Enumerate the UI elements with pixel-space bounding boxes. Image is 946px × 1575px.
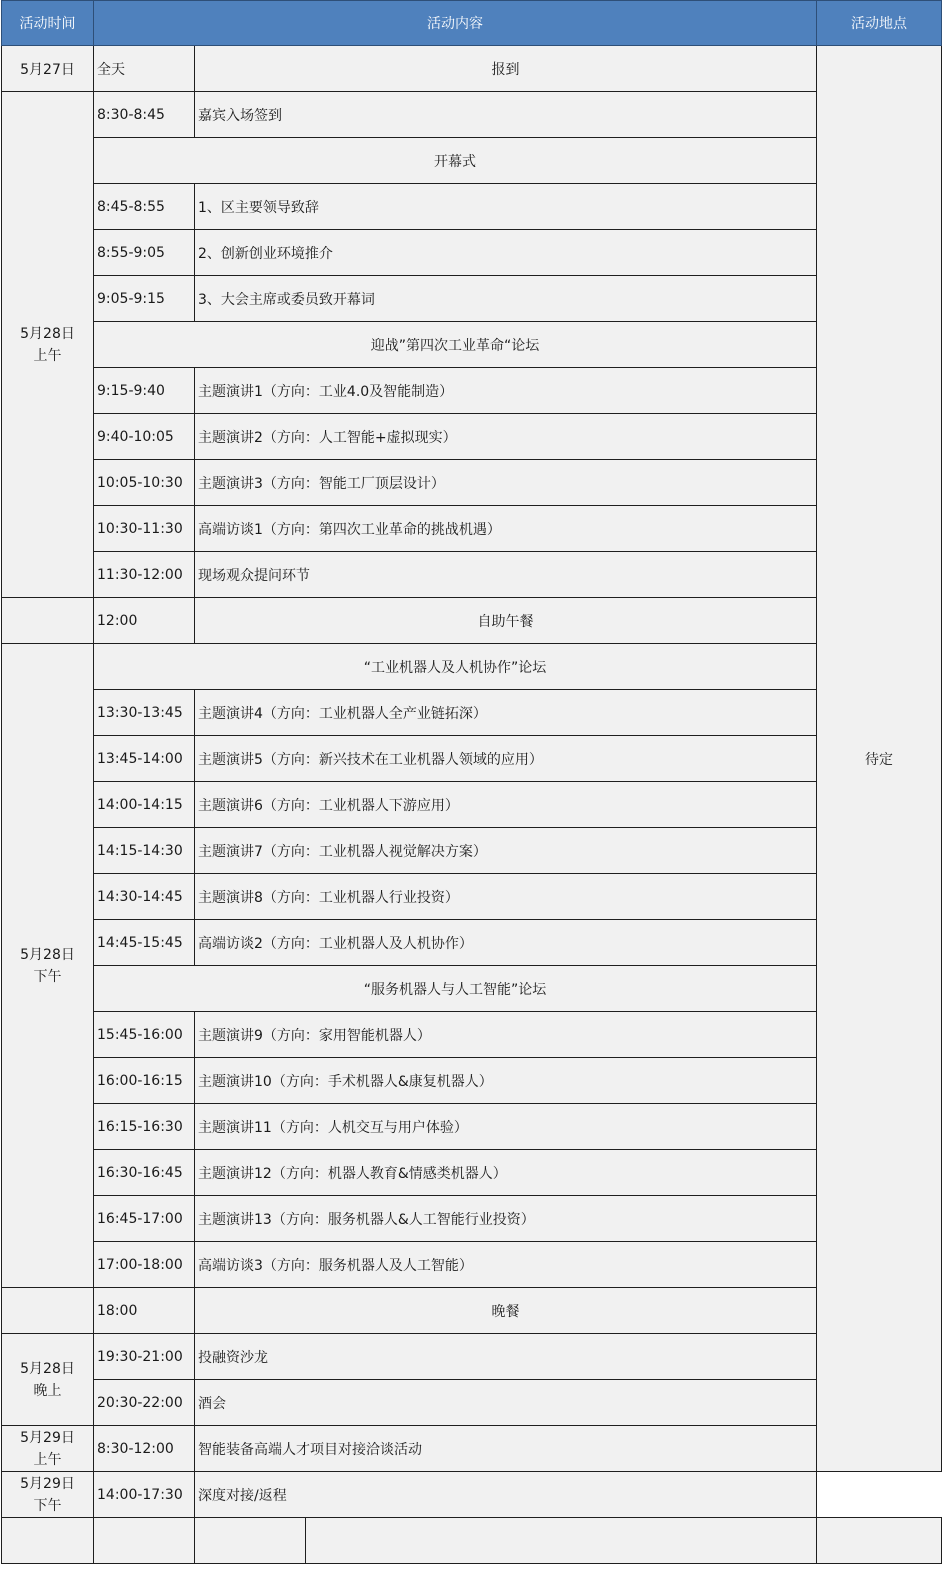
table-row bbox=[2, 1012, 942, 1058]
empty-cell bbox=[306, 1518, 817, 1564]
table-row bbox=[2, 1426, 942, 1472]
date-cell: 5月27日 bbox=[2, 46, 94, 92]
time-cell: 14:15-14:30 bbox=[94, 828, 195, 874]
period-label: 晚上 bbox=[33, 1382, 62, 1399]
section-title: “服务机器人与人工智能”论坛 bbox=[94, 966, 817, 1012]
content-cell: 智能装备高端人才项目对接洽谈活动 bbox=[195, 1426, 817, 1472]
schedule-table bbox=[1, 0, 942, 1564]
content-cell: 主题演讲1（方向：工业4.0及智能制造） bbox=[195, 368, 817, 414]
time-cell: 9:40-10:05 bbox=[94, 414, 195, 460]
content-cell: 主题演讲8（方向：工业机器人行业投资） bbox=[195, 874, 817, 920]
time-cell: 8:55-9:05 bbox=[94, 230, 195, 276]
time-cell: 全天 bbox=[94, 46, 195, 92]
time-cell: 20:30-22:00 bbox=[94, 1380, 195, 1426]
time-cell: 14:00-17:30 bbox=[94, 1472, 195, 1518]
table-row bbox=[2, 690, 942, 736]
content-cell: 主题演讲9（方向：家用智能机器人） bbox=[195, 1012, 817, 1058]
table-row bbox=[2, 414, 942, 460]
content-cell: 主题演讲5（方向：新兴技术在工业机器人领域的应用） bbox=[195, 736, 817, 782]
date-cell bbox=[2, 92, 94, 598]
date-label: 5月29日 bbox=[20, 1429, 75, 1446]
empty-date-cell bbox=[2, 598, 94, 644]
period-label: 下午 bbox=[33, 1497, 62, 1514]
table-row bbox=[2, 368, 942, 414]
section-title: “工业机器人及人机协作”论坛 bbox=[94, 644, 817, 690]
content-cell: 酒会 bbox=[195, 1380, 817, 1426]
table-row bbox=[2, 552, 942, 598]
empty-cell bbox=[817, 1518, 942, 1564]
content-cell: 高端访谈3（方向：服务机器人及人工智能） bbox=[195, 1242, 817, 1288]
content-cell: 3、大会主席或委员致开幕词 bbox=[195, 276, 817, 322]
date-cell bbox=[2, 1334, 94, 1426]
table-row bbox=[2, 920, 942, 966]
time-cell: 13:45-14:00 bbox=[94, 736, 195, 782]
time-cell: 17:00-18:00 bbox=[94, 1242, 195, 1288]
content-cell: 1、区主要领导致辞 bbox=[195, 184, 817, 230]
time-cell: 14:45-15:45 bbox=[94, 920, 195, 966]
date-label: 5月28日 bbox=[20, 946, 75, 963]
content-cell: 主题演讲4（方向：工业机器人全产业链拓深） bbox=[195, 690, 817, 736]
time-cell: 16:30-16:45 bbox=[94, 1150, 195, 1196]
section-row bbox=[2, 644, 942, 690]
section-row bbox=[2, 322, 942, 368]
time-cell: 18:00 bbox=[94, 1288, 195, 1334]
table-row bbox=[2, 828, 942, 874]
empty-cell bbox=[2, 1518, 94, 1564]
content-cell: 深度对接/返程 bbox=[195, 1472, 817, 1518]
table-row bbox=[2, 460, 942, 506]
time-cell: 19:30-21:00 bbox=[94, 1334, 195, 1380]
table-row bbox=[2, 1104, 942, 1150]
time-cell: 15:45-16:00 bbox=[94, 1012, 195, 1058]
content-cell: 主题演讲6（方向：工业机器人下游应用） bbox=[195, 782, 817, 828]
header-content: 活动内容 bbox=[94, 1, 817, 46]
table-row bbox=[2, 1472, 942, 1518]
content-cell: 投融资沙龙 bbox=[195, 1334, 817, 1380]
table-row bbox=[2, 1380, 942, 1426]
section-row bbox=[2, 966, 942, 1012]
time-cell: 12:00 bbox=[94, 598, 195, 644]
time-cell: 10:05-10:30 bbox=[94, 460, 195, 506]
content-cell: 嘉宾入场签到 bbox=[195, 92, 817, 138]
period-label: 上午 bbox=[33, 347, 62, 364]
header-time: 活动时间 bbox=[2, 1, 94, 46]
empty-cell bbox=[195, 1518, 306, 1564]
content-cell: 主题演讲10（方向：手术机器人&康复机器人） bbox=[195, 1058, 817, 1104]
table-row bbox=[2, 782, 942, 828]
empty-cell bbox=[94, 1518, 195, 1564]
time-cell: 16:15-16:30 bbox=[94, 1104, 195, 1150]
date-cell bbox=[2, 1426, 94, 1472]
table-row bbox=[2, 276, 942, 322]
time-cell: 16:45-17:00 bbox=[94, 1196, 195, 1242]
time-cell: 8:45-8:55 bbox=[94, 184, 195, 230]
table-row bbox=[2, 230, 942, 276]
table-row bbox=[2, 1334, 942, 1380]
section-title: 迎战”第四次工业革命“论坛 bbox=[94, 322, 817, 368]
content-cell: 主题演讲13（方向：服务机器人&人工智能行业投资） bbox=[195, 1196, 817, 1242]
section-row bbox=[2, 138, 942, 184]
period-label: 上午 bbox=[33, 1451, 62, 1468]
table-row bbox=[2, 1058, 942, 1104]
time-cell: 9:05-9:15 bbox=[94, 276, 195, 322]
time-cell: 14:00-14:15 bbox=[94, 782, 195, 828]
time-cell: 8:30-8:45 bbox=[94, 92, 195, 138]
empty-row bbox=[2, 1518, 942, 1564]
time-cell: 9:15-9:40 bbox=[94, 368, 195, 414]
content-cell: 主题演讲2（方向：人工智能+虚拟现实） bbox=[195, 414, 817, 460]
content-cell: 晚餐 bbox=[195, 1288, 817, 1334]
period-label: 下午 bbox=[33, 968, 62, 985]
date-cell bbox=[2, 1472, 94, 1518]
empty-date-cell bbox=[2, 1288, 94, 1334]
content-cell: 现场观众提问环节 bbox=[195, 552, 817, 598]
content-cell: 高端访谈2（方向：工业机器人及人机协作） bbox=[195, 920, 817, 966]
content-cell: 主题演讲12（方向：机器人教育&情感类机器人） bbox=[195, 1150, 817, 1196]
header-venue: 活动地点 bbox=[817, 1, 942, 46]
section-title: 开幕式 bbox=[94, 138, 817, 184]
table-row bbox=[2, 736, 942, 782]
content-cell: 主题演讲11（方向：人机交互与用户体验） bbox=[195, 1104, 817, 1150]
time-cell: 11:30-12:00 bbox=[94, 552, 195, 598]
table-row bbox=[2, 1288, 942, 1334]
date-cell bbox=[2, 644, 94, 1288]
table-row bbox=[2, 184, 942, 230]
table-row bbox=[2, 1196, 942, 1242]
date-label: 5月28日 bbox=[20, 1360, 75, 1377]
content-cell: 报到 bbox=[195, 46, 817, 92]
table-row bbox=[2, 506, 942, 552]
content-cell: 2、创新创业环境推介 bbox=[195, 230, 817, 276]
content-cell: 主题演讲3（方向：智能工厂顶层设计） bbox=[195, 460, 817, 506]
date-label: 5月28日 bbox=[20, 325, 75, 342]
time-cell: 10:30-11:30 bbox=[94, 506, 195, 552]
date-label: 5月29日 bbox=[20, 1475, 75, 1492]
time-cell: 14:30-14:45 bbox=[94, 874, 195, 920]
venue-cell: 待定 bbox=[817, 46, 942, 1472]
table-row bbox=[2, 1242, 942, 1288]
table-row bbox=[2, 92, 942, 138]
table-row bbox=[2, 874, 942, 920]
time-cell: 8:30-12:00 bbox=[94, 1426, 195, 1472]
table-row bbox=[2, 46, 942, 92]
table-row bbox=[2, 1150, 942, 1196]
content-cell: 高端访谈1（方向：第四次工业革命的挑战机遇） bbox=[195, 506, 817, 552]
header-row bbox=[2, 1, 942, 46]
table-row bbox=[2, 598, 942, 644]
content-cell: 自助午餐 bbox=[195, 598, 817, 644]
content-cell: 主题演讲7（方向：工业机器人视觉解决方案） bbox=[195, 828, 817, 874]
time-cell: 16:00-16:15 bbox=[94, 1058, 195, 1104]
time-cell: 13:30-13:45 bbox=[94, 690, 195, 736]
